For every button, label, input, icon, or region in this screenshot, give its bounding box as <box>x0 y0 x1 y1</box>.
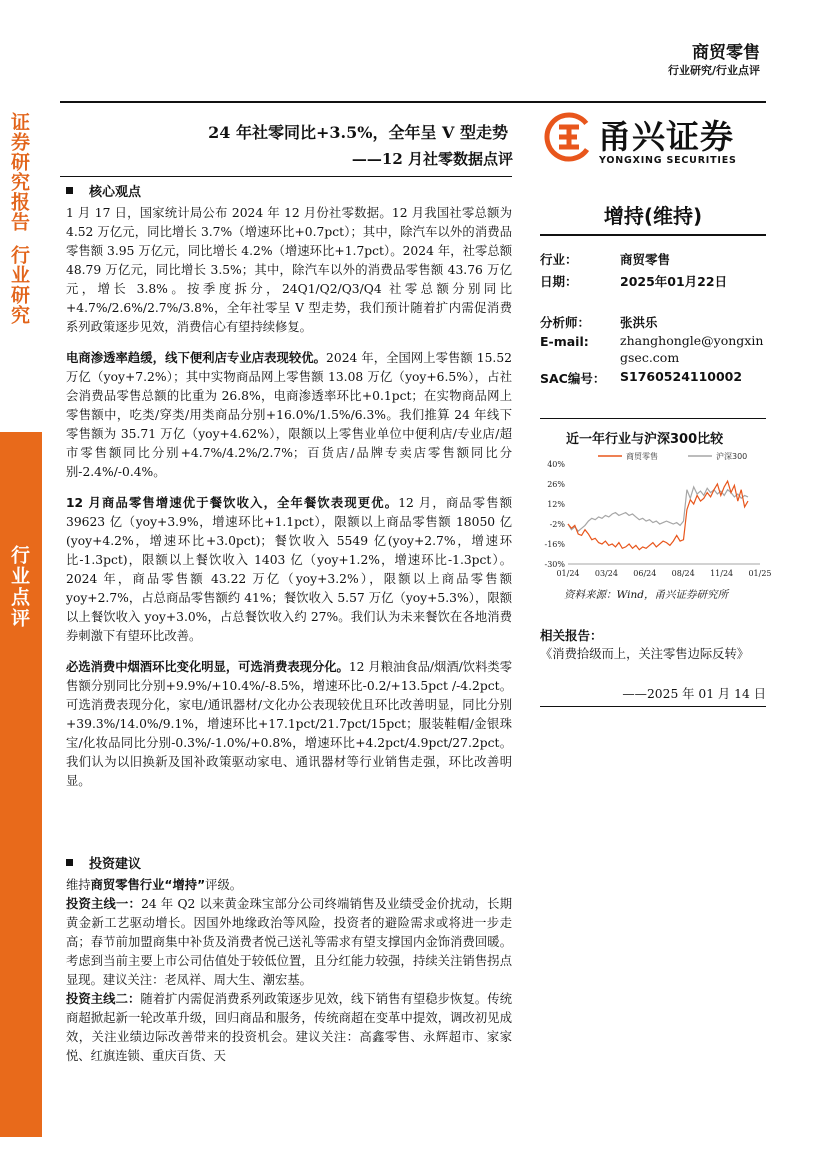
side-label-research: 行业研究 <box>8 245 30 325</box>
invest-section <box>66 855 512 1066</box>
x-tick-label: 03/24 <box>594 569 618 578</box>
related-rule <box>540 706 766 707</box>
paragraph-4-lead: 必选消费中烟酒环比变化明显，可选消费表现分化。 <box>66 660 349 674</box>
x-tick-label: 01/24 <box>556 569 580 578</box>
legend-label: 沪深300 <box>716 452 748 461</box>
y-tick-label: -16% <box>544 540 565 549</box>
header-rule <box>60 101 766 103</box>
header-industry: 商贸零售 <box>692 43 760 63</box>
company-logo-icon <box>545 113 593 161</box>
invest-mainline-1: 投资主线一：24 年 Q2 以来黄金珠宝部分公司终端销售及业绩受金价扰动，长期黄金新工艺驱动增长。因国外地缘政治等风险，投资者的避险需求或将进一步走高；春节前加盟商集中补货及消费者悦己送礼等需求有望支撑国内金饰消费回暖。考虑到当前主要上市公司估值处于较低位置，且分红能力较强，持续关注销售拐点显现。建议关注：老凤祥、周大生、潮宏基。 <box>66 897 512 987</box>
comparison-chart <box>538 446 772 586</box>
date-label: 日期： <box>540 274 578 289</box>
core-paragraph-1: 1 月 17 日，国家统计局公布 2024 年 12 月份社零数据。12 月我国社零总额为 4.52 万亿元，同比增长 3.7%（增速环比+0.7pct）；其中，除汽车以外的消费品零售额 3.95 万亿元，同比增长 4.2%（增速环比+1.7pct）。2024 年，社零总额 48.79 万亿元，同比增长 3.5%；其中，除汽车以外的消费品零售额 43.76 万亿元，增长 3.8%。按季度拆分，24Q1/Q2/Q3/Q4 社零总额分别同比+4.7%/2.6%/2.7%/3.8%，全年社零呈 V 型走势，我们预计随着扩内需促消费系列政策逐步见效，消费信心有望持续修复。 <box>66 206 512 334</box>
report-subtitle: ——12 月社零数据点评 <box>351 150 513 168</box>
chart-source: 资料来源：Wind，甬兴证券研究所 <box>564 589 728 601</box>
sac-label: SAC编号： <box>540 371 606 386</box>
core-section <box>66 183 512 791</box>
side-bar <box>0 432 42 1137</box>
section-bullet-icon <box>66 187 73 194</box>
date-value: 2025年01月22日 <box>620 274 728 289</box>
email-value-line1[interactable]: zhanghongle@yongxin <box>620 333 764 348</box>
y-tick-label: -2% <box>549 520 565 529</box>
report-title: 24 年社零同比+3.5%，全年呈 V 型走势 <box>208 123 508 142</box>
rating-rule <box>540 234 766 236</box>
paragraph-4-body: 12 月粮油食品/烟酒/饮料类零售额分别同比分别+9.9%/+10.4%/-8.5%，增速环比-0.2/+13.5pct /-4.2pct。可选消费表现分化，家电/通讯器材/文化办公表现较优且环比改善明显，同比分别+39.3%/14.0%/9.1%，增速环比+17.1pct/21.7pct/15pct；服装鞋帽/金银珠宝/化妆品同比分别-0.3%/-1.0%/+0.8%，增速环比+4.2pct/4.9pct/27.2pct。我们认为以旧换新及国补政策驱动家电、通讯器材等行业销售走强，环比改善明显。 <box>66 660 512 788</box>
industry-value: 商贸零售 <box>620 252 671 267</box>
core-paragraph-4 <box>66 658 512 791</box>
legend-label: 商贸零售 <box>626 452 658 461</box>
section-bullet-icon <box>66 859 73 866</box>
paragraph-2-body: 2024 年，全国网上零售额 15.52 万亿（yoy+7.2%）；其中实物商品网上零售额 13.08 万亿（yoy+6.5%），占社会消费品零售总额的比重为 26.8%，电商渗透率环比+0.1pct；在实物商品网上零售额中，吃类/穿类/用类商品分别+16.0%/1.5%/6.3%。我们推算 24 年线下零售额为 35.71 万亿（yoy+4.62%），限额以上零售业单位中便利店/专业店/超市零售额同比分别+4.7%/4.2%/2.7%；百货店/品牌专卖店零售额同比分别-2.4%/-0.4%。 <box>66 351 512 479</box>
y-tick-label: -30% <box>544 560 565 569</box>
paragraph-2-lead: 电商渗透率趋缓，线下便利店专业店表现较优。 <box>66 351 327 365</box>
y-tick-label: 12% <box>547 500 565 509</box>
chart-heading: 近一年行业与沪深300比较 <box>566 432 724 447</box>
rating: 增持(维持) <box>603 204 703 228</box>
core-paragraph-3 <box>66 494 512 646</box>
side-bar-label: 行业点评 <box>8 545 30 629</box>
email-label: E-mail: <box>540 334 589 349</box>
logo-text-cn: 甬兴证券 <box>598 117 734 156</box>
core-heading: 核心观点 <box>66 183 512 202</box>
x-tick-label: 08/24 <box>671 569 695 578</box>
email-value-line2[interactable]: gsec.com <box>620 350 680 365</box>
x-tick-label: 11/24 <box>710 569 734 578</box>
related-report-date: ——2025 年 01 月 14 日 <box>622 687 766 701</box>
core-paragraph-2 <box>66 349 512 482</box>
logo-text-en: YONGXING SECURITIES <box>599 155 737 166</box>
chart-top-rule <box>540 418 766 419</box>
related-heading: 相关报告： <box>540 628 603 643</box>
analyst-label: 分析师： <box>540 315 591 330</box>
related-report-title[interactable]: 《消费拾级而上，关注零售边际反转》 <box>540 647 750 661</box>
y-tick-label: 26% <box>547 480 565 489</box>
paragraph-3-body: 12 月，商品零售额 39623 亿（yoy+3.9%，增速环比+1.1pct），限额以上商品零售额 18050 亿(yoy+4.2%，增速环比+3.0pct)；餐饮收入 5549 亿(yoy+2.7%，增速环比-1.3pct)，限额以上餐饮收入 1403 亿（yoy+1.2%，增速环比-1.3pct）。2024 年，商品零售额 43.22 万亿（yoy+3.2%），限额以上商品零售额 yoy+2.7%，占总商品零售额约 41%；餐饮收入 5.57 万亿（yoy+5.3%），限额以上餐饮收入 yoy+3.0%，占总餐饮收入约 27%。我们认为未来餐饮在各地消费券刺激下有望环比改善。 <box>66 496 512 643</box>
y-tick-label: 40% <box>547 460 565 469</box>
x-tick-label: 06/24 <box>633 569 657 578</box>
title-rule <box>60 176 512 177</box>
analyst-value: 张洪乐 <box>620 315 658 330</box>
x-tick-label: 01/25 <box>748 569 772 578</box>
sac-value: S1760524110002 <box>620 369 743 384</box>
invest-mainline-2: 投资主线二：随着扩内需促消费系列政策逐步见效，线下销售有望稳步恢复。传统商超掀起新一轮改革升级，回归商品和服务，传统商超在变革中提效，调改初见成效，关注业绩边际改善带来的投资机会。建议关注：高鑫零售、永辉超市、家家悦、红旗连锁、重庆百货、天 <box>66 992 512 1063</box>
invest-rating-line: 维持商贸零售行业“增持”评级。 <box>66 878 243 892</box>
invest-heading: 投资建议 <box>66 855 512 874</box>
paragraph-3-lead: 12 月商品零售增速优于餐饮收入，全年餐饮表现更优。 <box>66 496 399 510</box>
industry-label: 行业： <box>540 252 578 267</box>
header-category: 行业研究/行业点评 <box>667 64 760 77</box>
side-label-report: 证券研究报告 <box>8 112 30 232</box>
